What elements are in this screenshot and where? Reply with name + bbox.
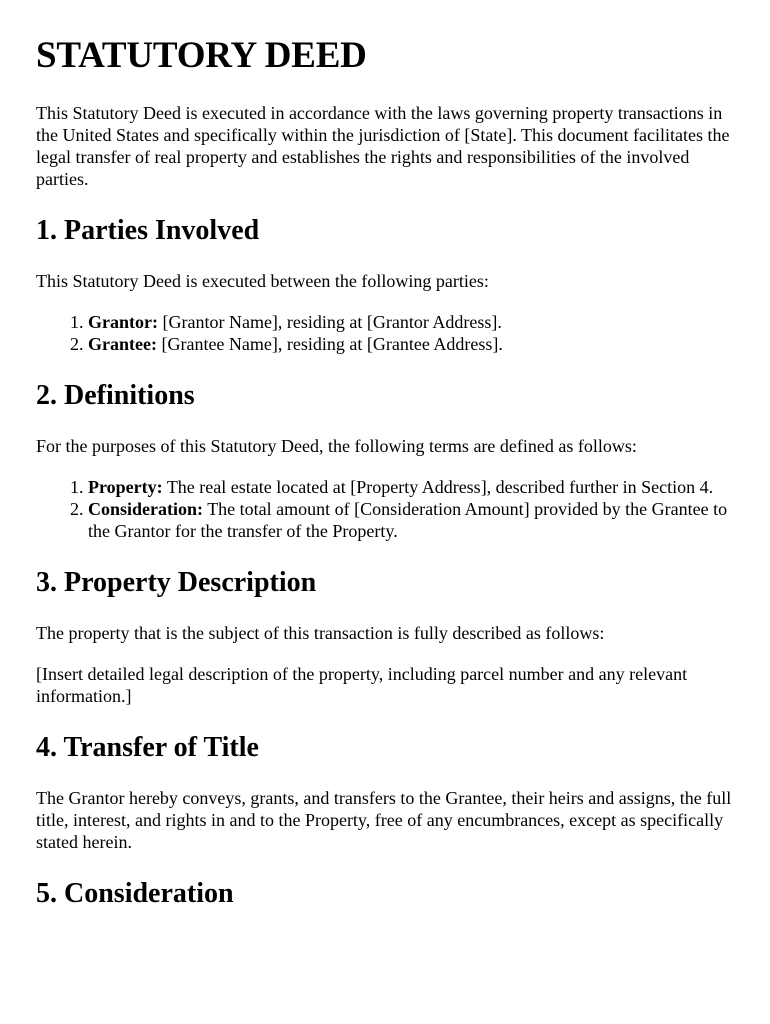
section-heading: 1. Parties Involved (36, 215, 260, 246)
term-label: Grantor: (88, 312, 158, 332)
section-lead: For the purposes of this Statutory Deed, the following terms are defined as follows: (36, 436, 637, 456)
definitions-list (36, 476, 734, 542)
list-item (88, 333, 734, 355)
term-text: [Grantee Name], residing at [Grantee Address]. (156, 334, 503, 354)
term-label: Grantee: (88, 334, 157, 354)
term-text: The real estate located at [Property Address], described further in Section 4. (162, 477, 714, 497)
section-heading: 5. Consideration (36, 878, 234, 909)
parties-list (36, 311, 734, 355)
section-property-description (36, 566, 734, 707)
section-definitions (36, 379, 734, 542)
section-transfer-of-title (36, 731, 734, 853)
section-heading: 3. Property Description (36, 567, 317, 598)
section-paragraph: [Insert detailed legal description of the property, including parcel number and any relevant information.] (36, 664, 688, 706)
section-lead: The property that is the subject of this transaction is fully described as follows: (36, 623, 605, 643)
section-heading: 4. Transfer of Title (36, 732, 259, 763)
term-label: Property: (88, 477, 163, 497)
section-paragraph: The Grantor hereby conveys, grants, and transfers to the Grantee, their heirs and assigns, the full title, interest, and rights in and to the Property, free of any encumbrances, except as specifically stated herein. (36, 788, 732, 852)
section-lead: This Statutory Deed is executed between the following parties: (36, 271, 489, 291)
section-consideration (36, 877, 734, 911)
list-item (88, 498, 734, 542)
term-label: Consideration: (88, 499, 204, 519)
section-heading: 2. Definitions (36, 380, 195, 411)
section-parties (36, 214, 734, 355)
term-text: The total amount of [Consideration Amount] provided by the Grantee to the Grantor for the transfer of the Property. (88, 499, 728, 541)
list-item (88, 311, 734, 333)
list-item (88, 476, 734, 498)
intro-paragraph: This Statutory Deed is executed in accordance with the laws governing property transactions in the United States and specifically within the jurisdiction of [State]. This document facilitates the legal transfer of real property and establishes the rights and responsibilities of the involved parties. (36, 103, 730, 189)
document-title: STATUTORY DEED (36, 35, 367, 76)
term-text: [Grantor Name], residing at [Grantor Address]. (157, 312, 502, 332)
